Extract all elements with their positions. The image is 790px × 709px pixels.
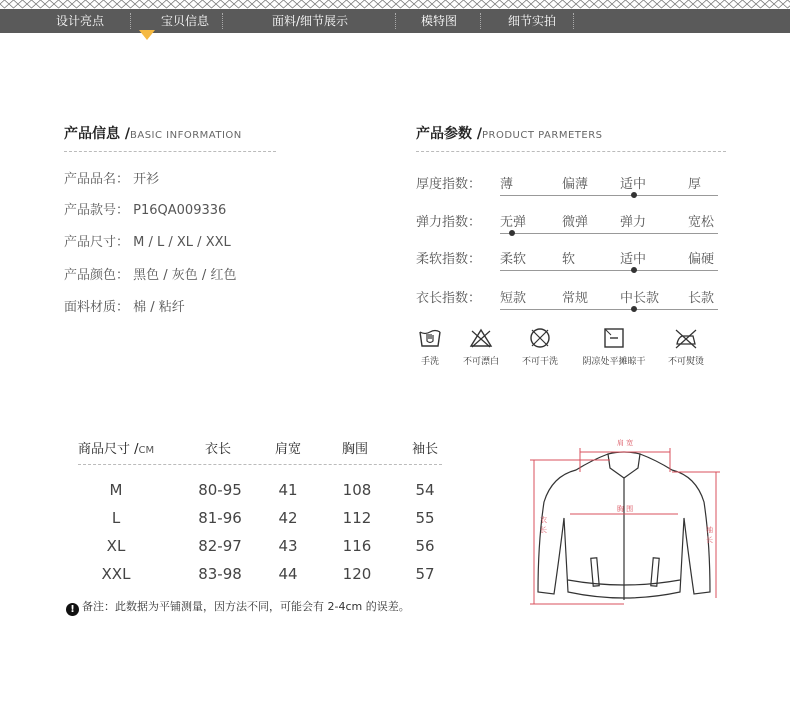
zigzag-segment	[135, 0, 144, 8]
nav-tab-model[interactable]: 模特图	[420, 14, 457, 28]
zigzag-segment	[243, 0, 252, 8]
zigzag-segment	[198, 0, 207, 8]
size-cell: 116	[342, 537, 372, 555]
nav-tab-detail-photos[interactable]: 细节实拍	[507, 14, 556, 28]
size-cell: 56	[415, 537, 435, 555]
zigzag-segment	[603, 0, 612, 8]
nav-decoration	[0, 0, 790, 9]
care-shade-dry-flat	[576, 326, 652, 367]
size-cell: 80-95	[198, 481, 242, 499]
param-option: 偏硬	[688, 252, 715, 267]
zigzag-segment	[351, 0, 360, 8]
size-cell: 43	[278, 537, 298, 555]
zigzag-segment	[225, 0, 234, 8]
param-option: 弹力	[620, 215, 647, 230]
nav-active-arrow-icon	[139, 30, 155, 40]
zigzag-segment	[648, 0, 657, 8]
param-option: 适中	[620, 177, 647, 192]
zigzag-segment	[576, 0, 585, 8]
nav-tab-fabric[interactable]: 面料/细节展示	[271, 14, 349, 28]
care-label: 不可熨烫	[667, 357, 704, 367]
zigzag-segment	[567, 0, 576, 8]
zigzag-segment	[396, 0, 405, 8]
nav-tab-product-info[interactable]: 宝贝信息	[160, 14, 209, 28]
info-value: 黑色 / 灰色 / 红色	[133, 268, 237, 283]
param-label: 衣长指数：	[416, 291, 482, 306]
zigzag-segment	[531, 0, 540, 8]
param-selected-marker	[509, 230, 515, 236]
zigzag-segment	[405, 0, 414, 8]
zigzag-segment	[108, 0, 117, 8]
zigzag-segment	[513, 0, 522, 8]
measure-lines	[530, 448, 720, 604]
param-scale-line	[500, 233, 718, 234]
param-scale-line	[500, 270, 718, 271]
info-value: P16QA009336	[133, 203, 227, 218]
info-row-color	[64, 264, 236, 283]
size-row-label: XL	[106, 537, 126, 555]
zigzag-segment	[747, 0, 756, 8]
zigzag-segment	[423, 0, 432, 8]
no-bleach-icon	[469, 326, 493, 350]
care-no-iron	[662, 326, 710, 367]
zigzag-segment	[306, 0, 315, 8]
zigzag-segment	[765, 0, 774, 8]
size-cell: 42	[278, 509, 298, 527]
size-cell: 44	[278, 565, 298, 583]
zigzag-segment	[99, 0, 108, 8]
size-header-shoulder: 肩宽	[275, 442, 302, 457]
zigzag-segment	[459, 0, 468, 8]
warning-icon: !	[66, 603, 79, 616]
zigzag-segment	[261, 0, 270, 8]
size-cell: 81-96	[198, 509, 242, 527]
zigzag-segment	[9, 0, 18, 8]
param-selected-marker	[631, 192, 637, 198]
zigzag-segment	[621, 0, 630, 8]
zigzag-segment	[711, 0, 720, 8]
zigzag-segment	[45, 0, 54, 8]
zigzag-segment	[774, 0, 783, 8]
zigzag-segment	[441, 0, 450, 8]
zigzag-segment	[18, 0, 27, 8]
zigzag-segment	[756, 0, 765, 8]
zigzag-segment	[315, 0, 324, 8]
zigzag-segment	[495, 0, 504, 8]
param-option: 无弹	[500, 215, 527, 230]
param-option: 柔软	[500, 252, 527, 267]
length-label-2: 长	[540, 526, 547, 534]
param-option: 适中	[620, 252, 647, 267]
sleeve-label-2: 长	[706, 536, 713, 544]
shoulder-label: 肩 宽	[616, 439, 634, 447]
zigzag-segment	[360, 0, 369, 8]
params-title	[416, 123, 603, 143]
shade-dry-flat-icon	[602, 326, 626, 350]
zigzag-segment	[333, 0, 342, 8]
size-cell: 82-97	[198, 537, 242, 555]
param-selected-marker	[631, 267, 637, 273]
info-row-sku	[64, 199, 226, 218]
zigzag-segment	[189, 0, 198, 8]
zigzag-segment	[378, 0, 387, 8]
param-scale-line	[500, 195, 718, 196]
zigzag-segment	[252, 0, 261, 8]
zigzag-segment	[522, 0, 531, 8]
nav-separator	[222, 13, 223, 29]
zigzag-segment	[720, 0, 729, 8]
zigzag-segment	[342, 0, 351, 8]
basic-info-title	[64, 123, 242, 143]
zigzag-segment	[63, 0, 72, 8]
zigzag-segment	[594, 0, 603, 8]
divider	[64, 151, 276, 152]
size-row-label: XXL	[101, 565, 131, 583]
param-option: 宽松	[688, 215, 715, 230]
sleeve-label-1: 袖	[706, 526, 713, 534]
size-row-label: L	[111, 509, 121, 527]
zigzag-segment	[486, 0, 495, 8]
info-value: 棉 / 粘纤	[133, 300, 185, 315]
nav-separator	[130, 13, 131, 29]
zigzag-segment	[36, 0, 45, 8]
zigzag-segment	[666, 0, 675, 8]
zigzag-segment	[702, 0, 711, 8]
param-option: 长款	[688, 291, 715, 306]
zigzag-segment	[171, 0, 180, 8]
zigzag-segment	[693, 0, 702, 8]
info-row-name	[64, 168, 159, 187]
size-row-label: M	[109, 481, 123, 499]
zigzag-segment	[504, 0, 513, 8]
zigzag-segment	[234, 0, 243, 8]
param-option: 短款	[500, 291, 527, 306]
zigzag-segment	[639, 0, 648, 8]
hand-wash-icon	[418, 326, 442, 350]
info-label: 产品品名：	[64, 172, 130, 187]
zigzag-segment	[0, 0, 9, 8]
zigzag-segment	[657, 0, 666, 8]
sleeve-label	[706, 525, 713, 544]
zigzag-segment	[54, 0, 63, 8]
zigzag-segment	[27, 0, 36, 8]
length-label-1: 衣	[540, 516, 547, 524]
info-value: 开衫	[133, 172, 160, 187]
zigzag-segment	[729, 0, 738, 8]
zigzag-segment	[207, 0, 216, 8]
care-hand-wash	[414, 326, 446, 367]
zigzag-segment	[81, 0, 90, 8]
zigzag-segment	[144, 0, 153, 8]
param-option: 偏薄	[562, 177, 589, 192]
param-option: 常规	[562, 291, 589, 306]
zigzag-segment	[783, 0, 790, 8]
zigzag-segment	[72, 0, 81, 8]
info-row-size	[64, 231, 231, 250]
zigzag-segment	[90, 0, 99, 8]
param-option: 微弹	[562, 215, 589, 230]
zigzag-segment	[180, 0, 189, 8]
nav-tab-design[interactable]: 设计亮点	[55, 14, 104, 28]
zigzag-segment	[630, 0, 639, 8]
size-header-length: 衣长	[205, 442, 232, 457]
zigzag-segment	[414, 0, 423, 8]
zigzag-segment	[117, 0, 126, 8]
size-cell: 41	[278, 481, 298, 499]
zigzag-segment	[675, 0, 684, 8]
params-title-en: PRODUCT PARMETERS	[482, 130, 603, 141]
zigzag-segment	[684, 0, 693, 8]
size-cell: 54	[415, 481, 435, 499]
size-cell: 83-98	[198, 565, 242, 583]
param-selected-marker	[631, 306, 637, 312]
jacket-outline	[538, 452, 710, 600]
size-header-chest: 胸围	[342, 442, 369, 457]
info-value: M / L / XL / XXL	[133, 235, 231, 250]
care-no-bleach	[456, 326, 506, 367]
nav-separator	[573, 13, 574, 29]
care-label: 手洗	[420, 357, 439, 367]
basic-info-title-cn: 产品信息 /	[64, 126, 130, 142]
info-row-material	[64, 296, 185, 315]
divider	[78, 464, 442, 465]
zigzag-segment	[279, 0, 288, 8]
zigzag-segment	[162, 0, 171, 8]
care-label: 不可漂白	[462, 357, 499, 367]
zigzag-segment	[432, 0, 441, 8]
care-no-dry-clean	[516, 326, 564, 367]
size-cell: 57	[415, 565, 435, 583]
zigzag-segment	[153, 0, 162, 8]
zigzag-segment	[612, 0, 621, 8]
nav-separator	[395, 13, 396, 29]
zigzag-segment	[477, 0, 486, 8]
info-label: 产品尺寸：	[64, 235, 130, 250]
zigzag-segment	[468, 0, 477, 8]
zigzag-segment	[126, 0, 135, 8]
param-label: 厚度指数：	[416, 177, 482, 192]
param-label: 弹力指数：	[416, 215, 482, 230]
info-label: 产品款号：	[64, 203, 130, 218]
param-option: 薄	[500, 177, 514, 192]
zigzag-segment	[369, 0, 378, 8]
size-cell: 120	[342, 565, 372, 583]
basic-info-title-en: BASIC INFORMATION	[130, 130, 242, 141]
param-option: 厚	[688, 177, 702, 192]
zigzag-segment	[324, 0, 333, 8]
size-unit: CM	[138, 445, 155, 456]
zigzag-segment	[297, 0, 306, 8]
no-iron-icon	[674, 326, 698, 350]
care-label: 不可干洗	[521, 357, 558, 367]
size-note-text: 备注：此数据为平铺测量，因方法不同，可能会有 2-4cm 的误差。	[82, 600, 410, 613]
size-cell: 55	[415, 509, 435, 527]
size-cell: 108	[342, 481, 372, 499]
size-table-title	[78, 438, 154, 457]
zigzag-segment	[558, 0, 567, 8]
param-label: 柔软指数：	[416, 252, 482, 267]
nav-separator	[480, 13, 481, 29]
param-option: 中长款	[620, 291, 660, 306]
size-cell: 112	[342, 509, 372, 527]
params-title-cn: 产品参数 /	[416, 126, 482, 142]
zigzag-segment	[387, 0, 396, 8]
divider	[416, 151, 726, 152]
zigzag-segment	[270, 0, 279, 8]
zigzag-segment	[549, 0, 558, 8]
zigzag-segment	[540, 0, 549, 8]
zigzag-segment	[738, 0, 747, 8]
no-dry-clean-icon	[528, 326, 552, 350]
info-label: 产品颜色：	[64, 268, 130, 283]
jacket-measurement-diagram	[520, 432, 730, 612]
param-option: 软	[562, 252, 576, 267]
param-scale-line	[500, 309, 718, 310]
zigzag-segment	[216, 0, 225, 8]
zigzag-segment	[585, 0, 594, 8]
chest-label: 胸 围	[616, 505, 634, 513]
size-note	[66, 598, 410, 616]
zigzag-segment	[288, 0, 297, 8]
zigzag-segment	[450, 0, 459, 8]
care-label: 阴凉处平摊晾干	[582, 357, 646, 367]
size-header-sleeve: 袖长	[412, 442, 439, 457]
size-title: 商品尺寸 /	[78, 442, 139, 457]
info-label: 面料材质：	[64, 300, 130, 315]
